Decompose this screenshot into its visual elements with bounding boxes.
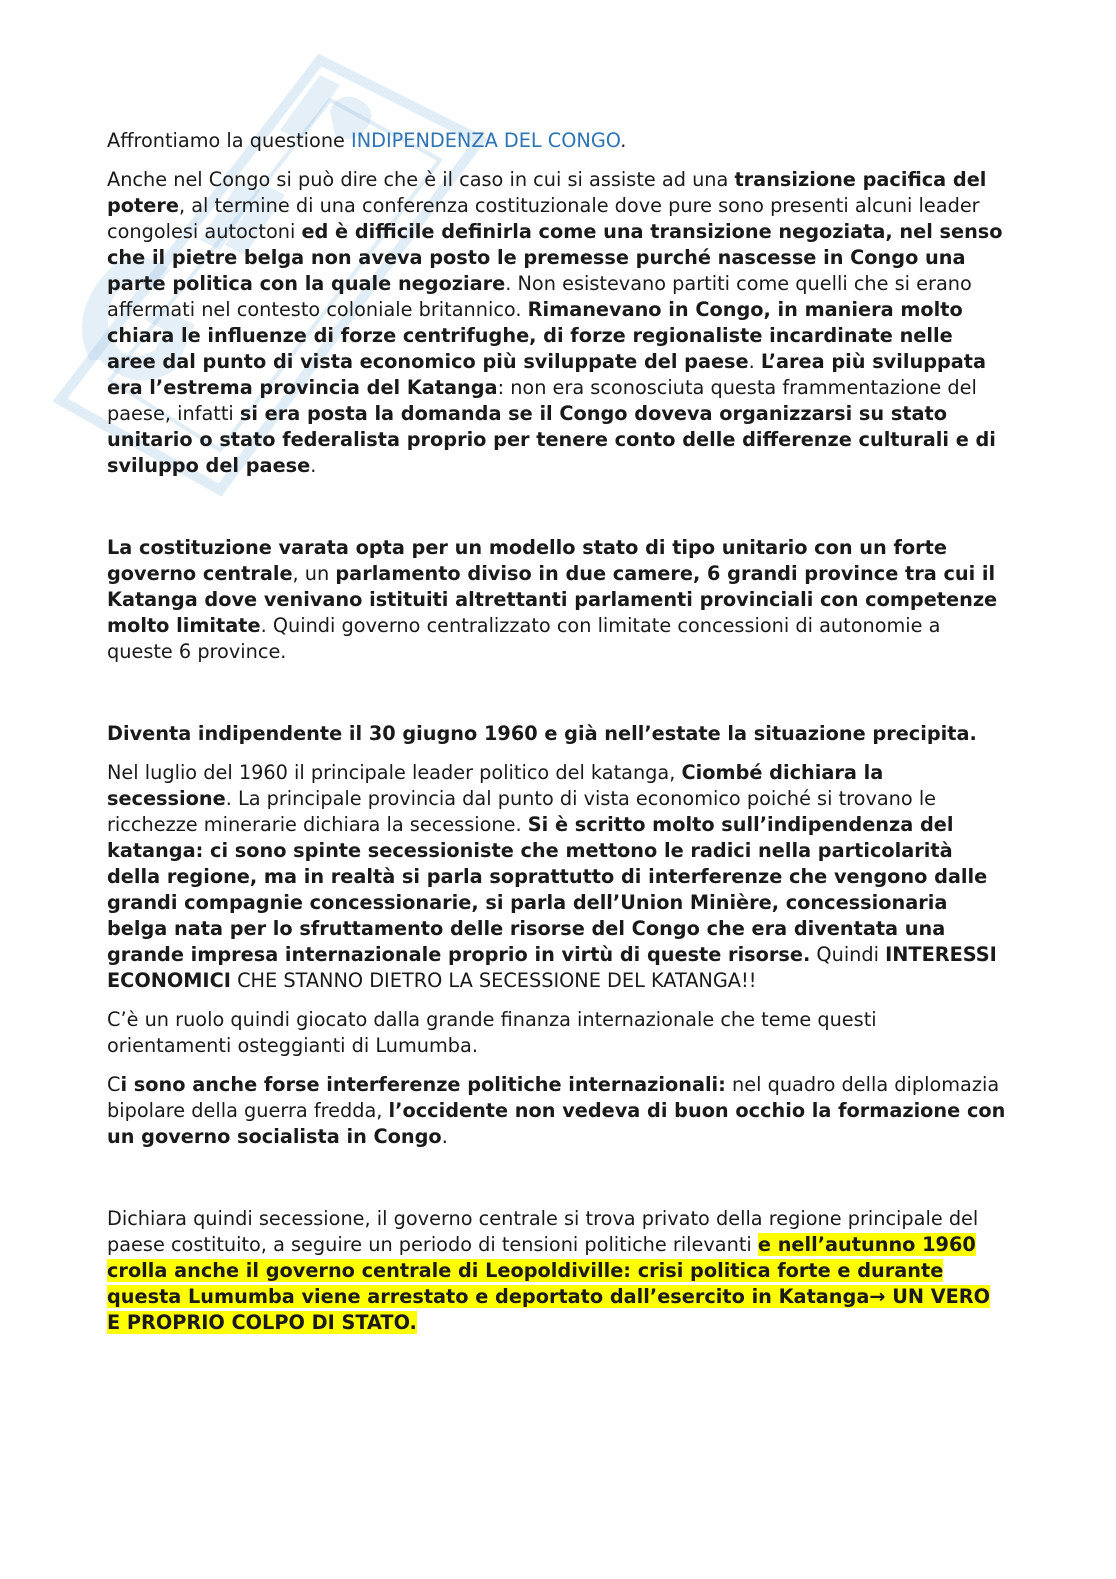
text-run: Nel luglio del 1960 il principale leader politico del katanga,	[107, 761, 682, 784]
intro-heading-link[interactable]: INDIPENDENZA DEL CONGO	[351, 129, 621, 152]
bold-run: La costituzione varata opta per un modello stato di tipo unitario con un forte governo centrale	[107, 536, 947, 585]
bold-run: i sono anche forse interferenze politiche internazionali:	[120, 1073, 726, 1096]
paragraph-interference	[107, 1072, 1007, 1150]
bold-run: Si è scritto molto sull’indipendenza del katanga: ci sono spinte secessioniste che mettono le radici nella particolarità della regione, ma in realtà si parla soprattutto di interferenze che vengono dalle grandi compagnie concessionarie, si parla dell’Union Minière, concessionaria belga nata per lo sfruttamento delle risorse del Congo che era diventata una grande impresa internazionale proprio in virtù di queste risorse.	[107, 813, 988, 966]
text-run: . Non esistevano partiti come quelli che si erano affermati nel contesto coloniale britannico.	[107, 272, 972, 321]
intro-text: Affrontiamo la questione	[107, 129, 352, 152]
paragraph-finance	[107, 1007, 1007, 1059]
paragraph-secession	[107, 760, 1007, 994]
highlighted-run: e nell’autunno 1960 crolla anche il governo centrale di Leopoldiville: crisi politica forte e durante questa Lumumba viene arrestato e deportato dall’esercito in Katanga	[107, 1233, 976, 1308]
text-run: C	[107, 1073, 121, 1096]
intro-paragraph	[107, 128, 1007, 154]
text-run: .	[310, 454, 317, 477]
text-run: CHE STANNO DIETRO LA SECESSIONE DEL KATANGA!!	[230, 969, 757, 992]
text-run: .	[441, 1125, 448, 1148]
paragraph-constitution	[107, 535, 1007, 665]
paragraph-independence	[107, 721, 1007, 747]
bold-run: L’area più sviluppata era l’estrema provincia del Katanga	[107, 350, 987, 399]
document-body	[107, 128, 1007, 1336]
paragraph-coup	[107, 1206, 1007, 1336]
text-run: Anche nel Congo si può dire che è il caso in cui si assiste ad una	[107, 168, 735, 191]
highlighted-run: UN VERO E PROPRIO COLPO DI STATO.	[107, 1285, 991, 1334]
text-run: : non era sconosciuta questa frammentazione del paese, infatti	[107, 376, 977, 425]
text-run: , al termine di una conferenza costituzionale dove pure sono presenti alcuni leader congolesi autoctoni	[107, 194, 980, 243]
paragraph-transition	[107, 167, 1007, 479]
bold-run: l’occidente non vedeva di buon occhio la formazione con un governo socialista in Congo	[107, 1099, 1006, 1148]
bold-run: ed è difficile definirla come una transizione negoziata, nel senso che il pietre belga non aveva posto le premesse purché nascesse in Congo una parte politica con la quale negoziare	[107, 220, 1003, 295]
bold-run: si era posta la domanda se il Congo doveva organizzarsi su stato unitario o stato federalista proprio per tenere conto delle differenze culturali e di sviluppo del paese	[107, 402, 996, 477]
text-run: nel quadro della diplomazia bipolare della guerra fredda,	[107, 1073, 1000, 1122]
text-run: , un	[292, 562, 336, 585]
text-run: .	[748, 350, 761, 373]
text-run: C’è un ruolo quindi giocato dalla grande finanza internazionale che teme questi orientamenti osteggianti di Lumumba.	[107, 1008, 877, 1057]
bold-run: Diventa indipendente il 30 giugno 1960 e già nell’estate la situazione precipita.	[107, 722, 977, 745]
arrow-icon: →	[869, 1285, 886, 1308]
text-run: Quindi	[810, 943, 886, 966]
text-run: Dichiara quindi secessione, il governo centrale si trova privato della regione principale del paese costituito, a seguire un periodo di tensioni politiche rilevanti	[107, 1207, 979, 1256]
text-run: . Quindi governo centralizzato con limitate concessioni di autonomie a queste 6 province.	[107, 614, 941, 663]
bold-run: INTERESSI ECONOMICI	[107, 943, 997, 992]
bold-run: Rimanevano in Congo, in maniera molto chiara le influenze di forze centrifughe, di forze regionaliste incardinate nelle aree dal punto di vista economico più sviluppate del paese	[107, 298, 963, 373]
text-run: . La principale provincia dal punto di vista economico poiché si trovano le ricchezze minerarie dichiara la secessione.	[107, 787, 937, 836]
bold-run: transizione pacifica del potere	[107, 168, 987, 217]
bold-run: parlamento diviso in due camere, 6 grandi province tra cui il Katanga dove venivano istituiti altrettanti parlamenti provinciali con competenze molto limitate	[107, 562, 998, 637]
bold-run: Ciombé dichiara la secessione	[107, 761, 884, 810]
intro-period: .	[620, 129, 627, 152]
